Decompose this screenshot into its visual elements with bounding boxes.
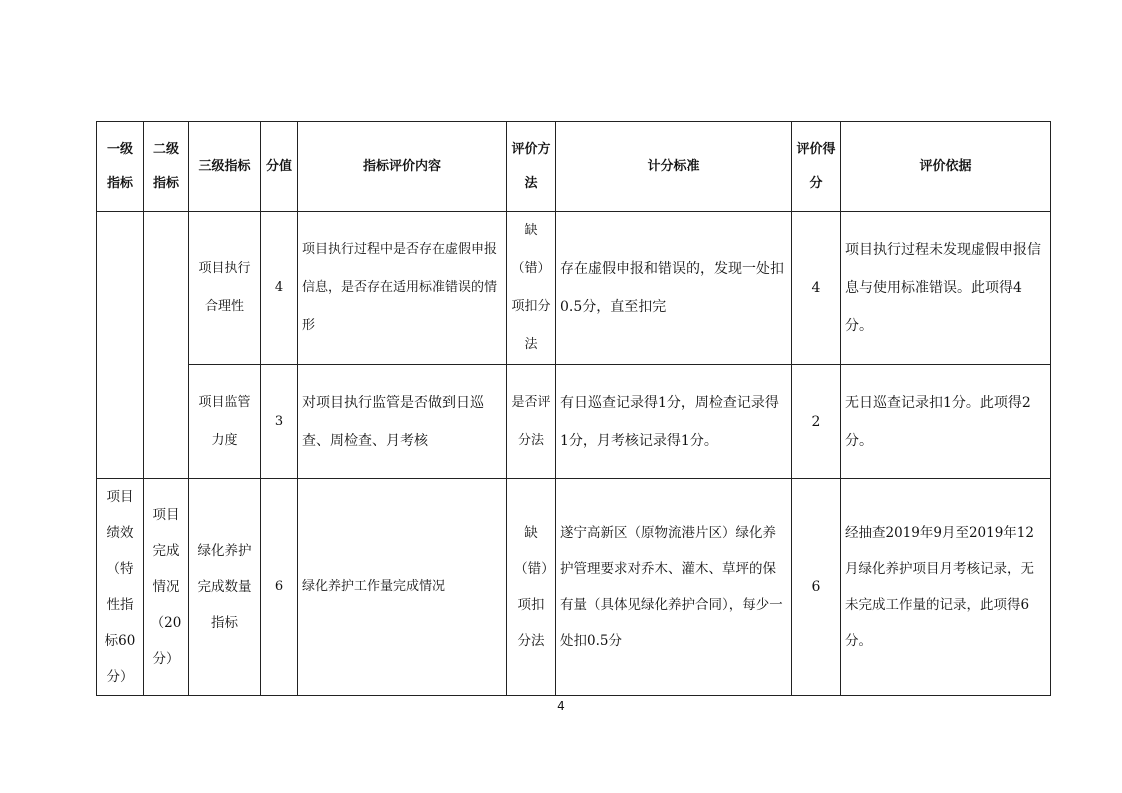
table-row: [97, 212, 1051, 365]
cell-basis: 经抽查2019年9月至2019年12月绿化养护项目月考核记录，无未完成工作量的记录，此项得6分。: [841, 479, 1051, 696]
cell-score: 4: [792, 212, 841, 365]
page-number: 4: [557, 699, 565, 713]
header-level2: 二级指标: [144, 122, 189, 212]
header-standard: 计分标准: [556, 122, 792, 212]
header-basis: 评价依据: [841, 122, 1051, 212]
cell-method: 缺（错）项扣分法: [507, 212, 556, 365]
cell-content: 绿化养护工作量完成情况: [298, 479, 507, 696]
cell-level1: 项目绩效（特性指标60分）: [97, 479, 144, 696]
cell-method: 缺（错）项扣分法: [507, 479, 556, 696]
cell-standard: 有日巡查记录得1分，周检查记录得1分，月考核记录得1分。: [556, 365, 792, 479]
cell-level2: 项目完成情况（20分）: [144, 479, 189, 696]
table-row: [97, 479, 1051, 696]
cell-level2: [144, 212, 189, 479]
header-level1: 一级指标: [97, 122, 144, 212]
header-score: 评价得分: [792, 122, 841, 212]
cell-level3: 项目执行合理性: [189, 212, 261, 365]
cell-score: 6: [792, 479, 841, 696]
cell-basis: 无日巡查记录扣1分。此项得2分。: [841, 365, 1051, 479]
header-level3: 三级指标: [189, 122, 261, 212]
cell-level3: 绿化养护完成数量指标: [189, 479, 261, 696]
header-method: 评价方法: [507, 122, 556, 212]
cell-score-value: 3: [261, 365, 298, 479]
cell-standard: 遂宁高新区（原物流港片区）绿化养护管理要求对乔木、灌木、草坪的保有量（具体见绿化养护合同），每少一处扣0.5分: [556, 479, 792, 696]
header-row: [97, 122, 1051, 212]
cell-method: 是否评分法: [507, 365, 556, 479]
cell-score-value: 6: [261, 479, 298, 696]
evaluation-table: [96, 121, 1051, 696]
cell-score-value: 4: [261, 212, 298, 365]
cell-level3: 项目监管力度: [189, 365, 261, 479]
cell-basis: 项目执行过程未发现虚假申报信息与使用标准错误。此项得4分。: [841, 212, 1051, 365]
cell-level1: [97, 212, 144, 479]
header-score-value: 分值: [261, 122, 298, 212]
table-row: [97, 365, 1051, 479]
cell-score: 2: [792, 365, 841, 479]
cell-content: 对项目执行监管是否做到日巡查、周检查、月考核: [298, 365, 507, 479]
cell-standard: 存在虚假申报和错误的，发现一处扣0.5分，直至扣完: [556, 212, 792, 365]
header-content: 指标评价内容: [298, 122, 507, 212]
cell-content: 项目执行过程中是否存在虚假申报信息，是否存在适用标准错误的情形: [298, 212, 507, 365]
